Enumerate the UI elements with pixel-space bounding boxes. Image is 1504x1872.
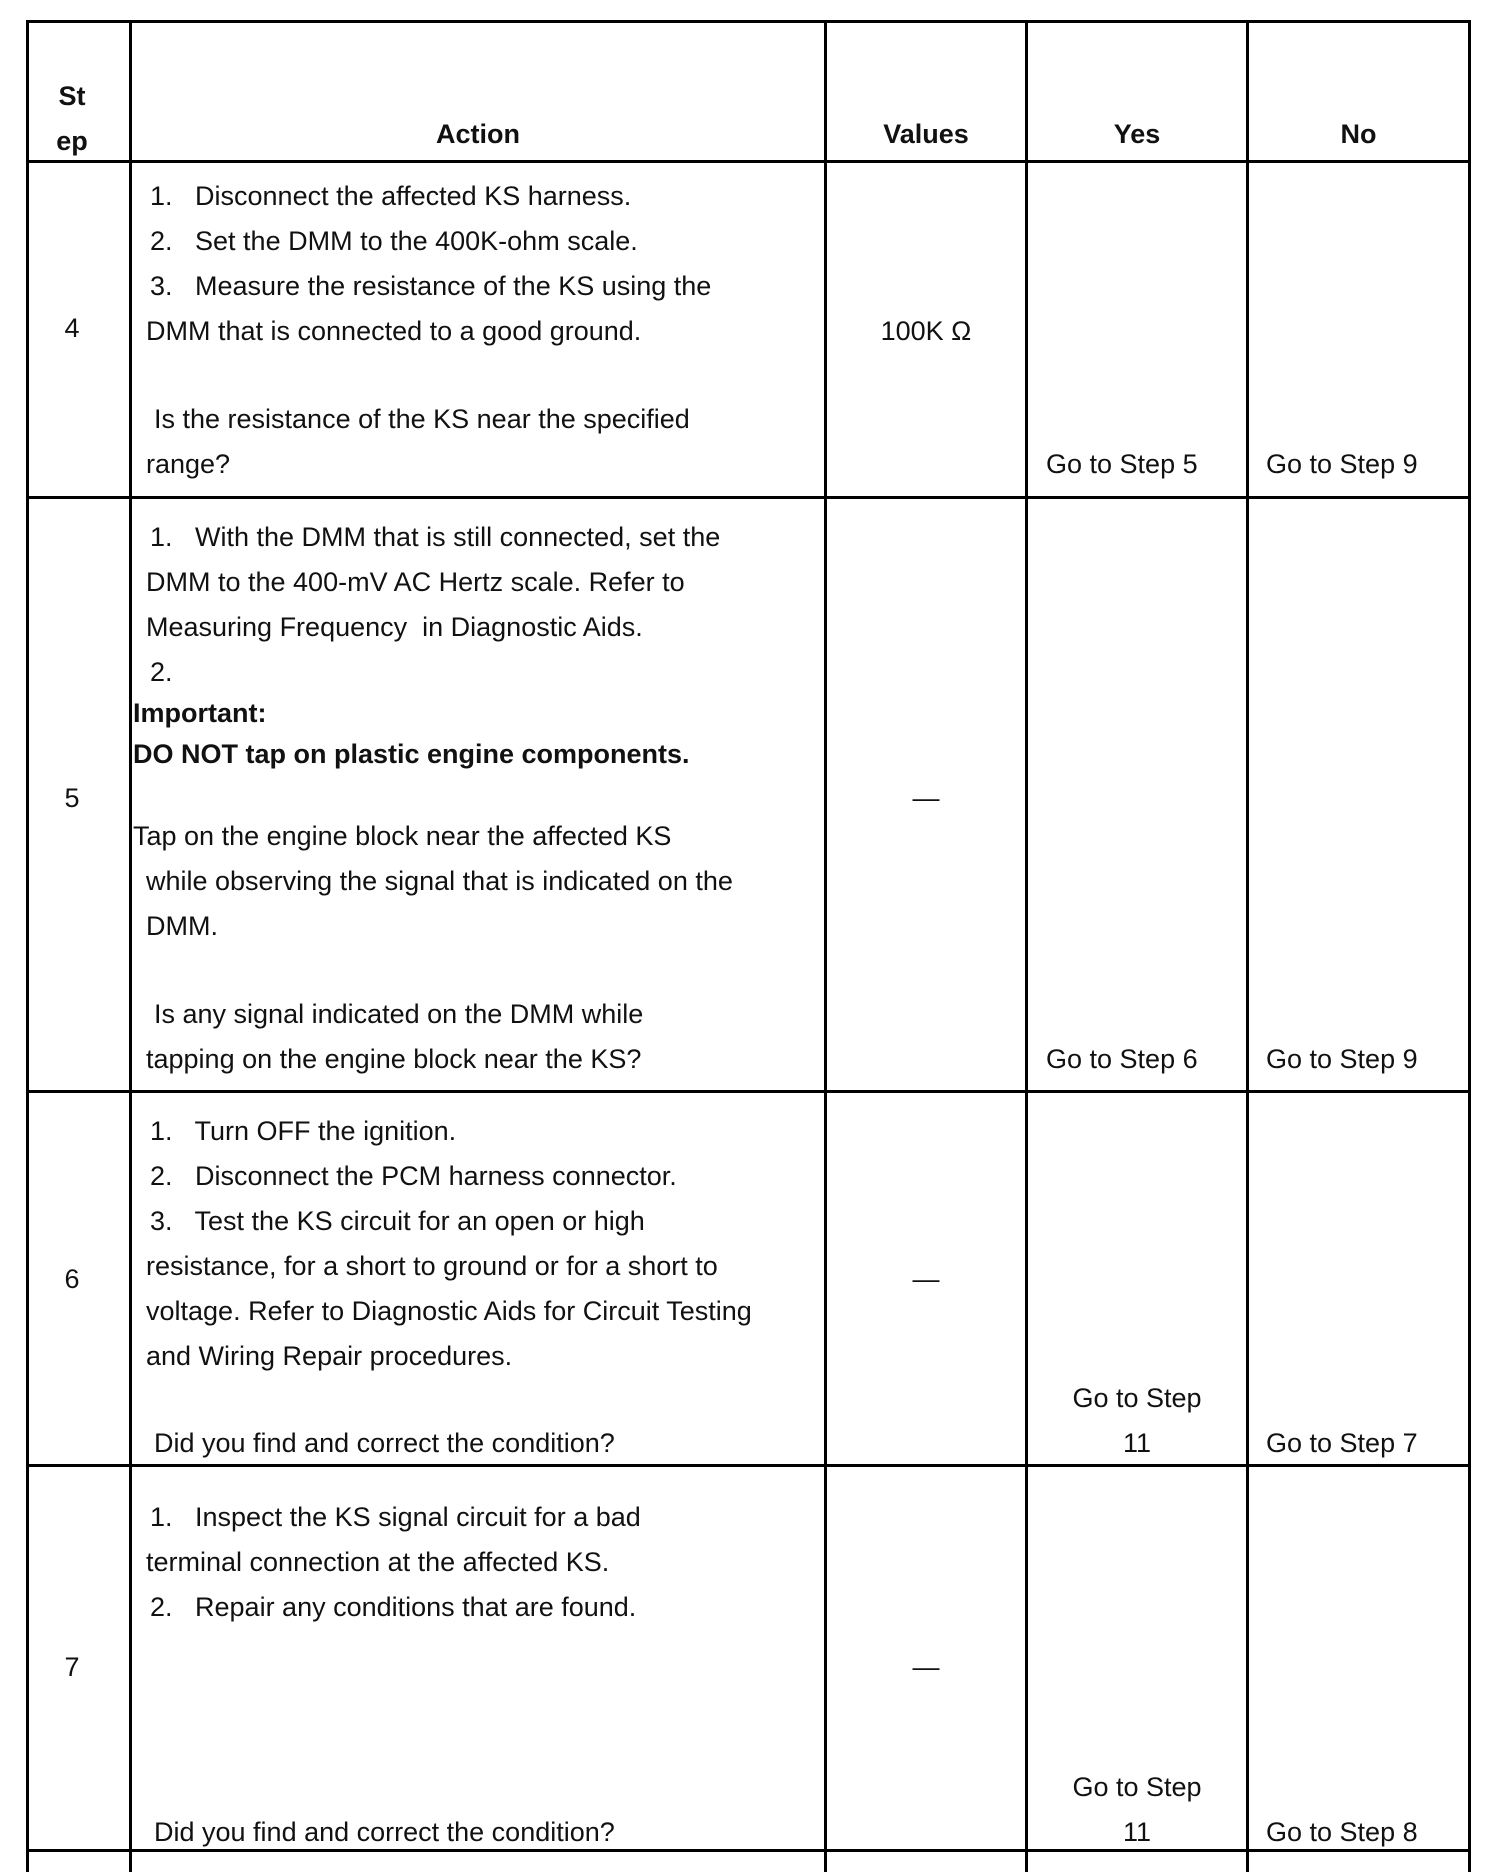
action-question: tapping on the engine block near the KS? [146,1044,642,1074]
action-line: terminal connection at the affected KS. [146,1547,610,1577]
grid-line-right [1468,20,1471,1872]
value-cell: 100K Ω [880,316,972,346]
action-line: DMM that is connected to a good ground. [146,316,642,346]
action-line: 2. Set the DMM to the 400K-ohm scale. [150,226,638,256]
no-cell: Go to Step 9 [1266,1044,1418,1074]
step-number: 6 [64,1264,80,1294]
yes-cell: 11 [1122,1428,1152,1458]
action-line: 1. Inspect the KS signal circuit for a bad [150,1502,641,1532]
action-line: 1. With the DMM that is still connected, set the [150,522,721,552]
step-number: 5 [64,783,80,813]
value-cell: — [912,783,940,813]
grid-line-yes-no [1246,20,1249,1872]
action-line: 3. Test the KS circuit for an open or high [150,1206,645,1236]
important-text: DO NOT tap on plastic engine components. [133,739,690,769]
yes-cell: Go to Step 6 [1046,1044,1198,1074]
action-question: Is the resistance of the KS near the specified [154,404,690,434]
action-line: DMM. [146,911,218,941]
no-cell: Go to Step 7 [1266,1428,1418,1458]
grid-line-step-action [129,20,132,1872]
yes-cell: Go to Step [1072,1383,1202,1413]
action-question: Is any signal indicated on the DMM while [154,999,644,1029]
header-action: Action [436,119,520,149]
grid-line-action-values [824,20,827,1872]
action-line: 1. Turn OFF the ignition. [150,1116,457,1146]
grid-line-values-yes [1025,20,1028,1872]
action-line: while observing the signal that is indicated on the [146,866,733,896]
action-question: Did you find and correct the condition? [154,1428,615,1458]
header-yes: Yes [1113,119,1161,149]
action-line: 2. Disconnect the PCM harness connector. [150,1161,677,1191]
grid-line-left [26,20,29,1872]
header-no: No [1340,119,1377,149]
grid-line-row5-bottom [26,1090,1471,1093]
header-values: Values [883,119,969,149]
step-number: 4 [64,313,80,343]
action-question: range? [146,449,231,479]
action-line: 2. [150,657,173,687]
action-line: Measuring Frequency in Diagnostic Aids. [146,612,643,642]
action-line: and Wiring Repair procedures. [146,1341,513,1371]
no-cell: Go to Step 9 [1266,449,1418,479]
action-line: resistance, for a short to ground or for a short to [146,1251,718,1281]
yes-cell: 11 [1122,1817,1152,1847]
action-question: Did you find and correct the condition? [154,1817,615,1847]
action-line: 2. Repair any conditions that are found. [150,1592,637,1622]
action-line: DMM to the 400-mV AC Hertz scale. Refer to [146,567,685,597]
yes-cell: Go to Step 5 [1046,449,1198,479]
value-cell: — [912,1652,940,1682]
grid-line-row4-bottom [26,496,1471,499]
value-cell: — [912,1264,940,1294]
yes-cell: Go to Step [1072,1772,1202,1802]
grid-line-header-bottom [26,160,1471,163]
header-step-label: St ep [56,81,88,156]
header-step [32,74,112,164]
action-line: 1. Disconnect the affected KS harness. [150,181,632,211]
action-line: 3. Measure the resistance of the KS using the [150,271,712,301]
important-label: Important: [133,698,267,728]
action-line: Tap on the engine block near the affected KS [133,821,672,851]
no-cell: Go to Step 8 [1266,1817,1418,1847]
grid-line-top [26,20,1471,23]
action-line: voltage. Refer to Diagnostic Aids for Circuit Testing [146,1296,752,1326]
step-number: 7 [64,1652,80,1682]
